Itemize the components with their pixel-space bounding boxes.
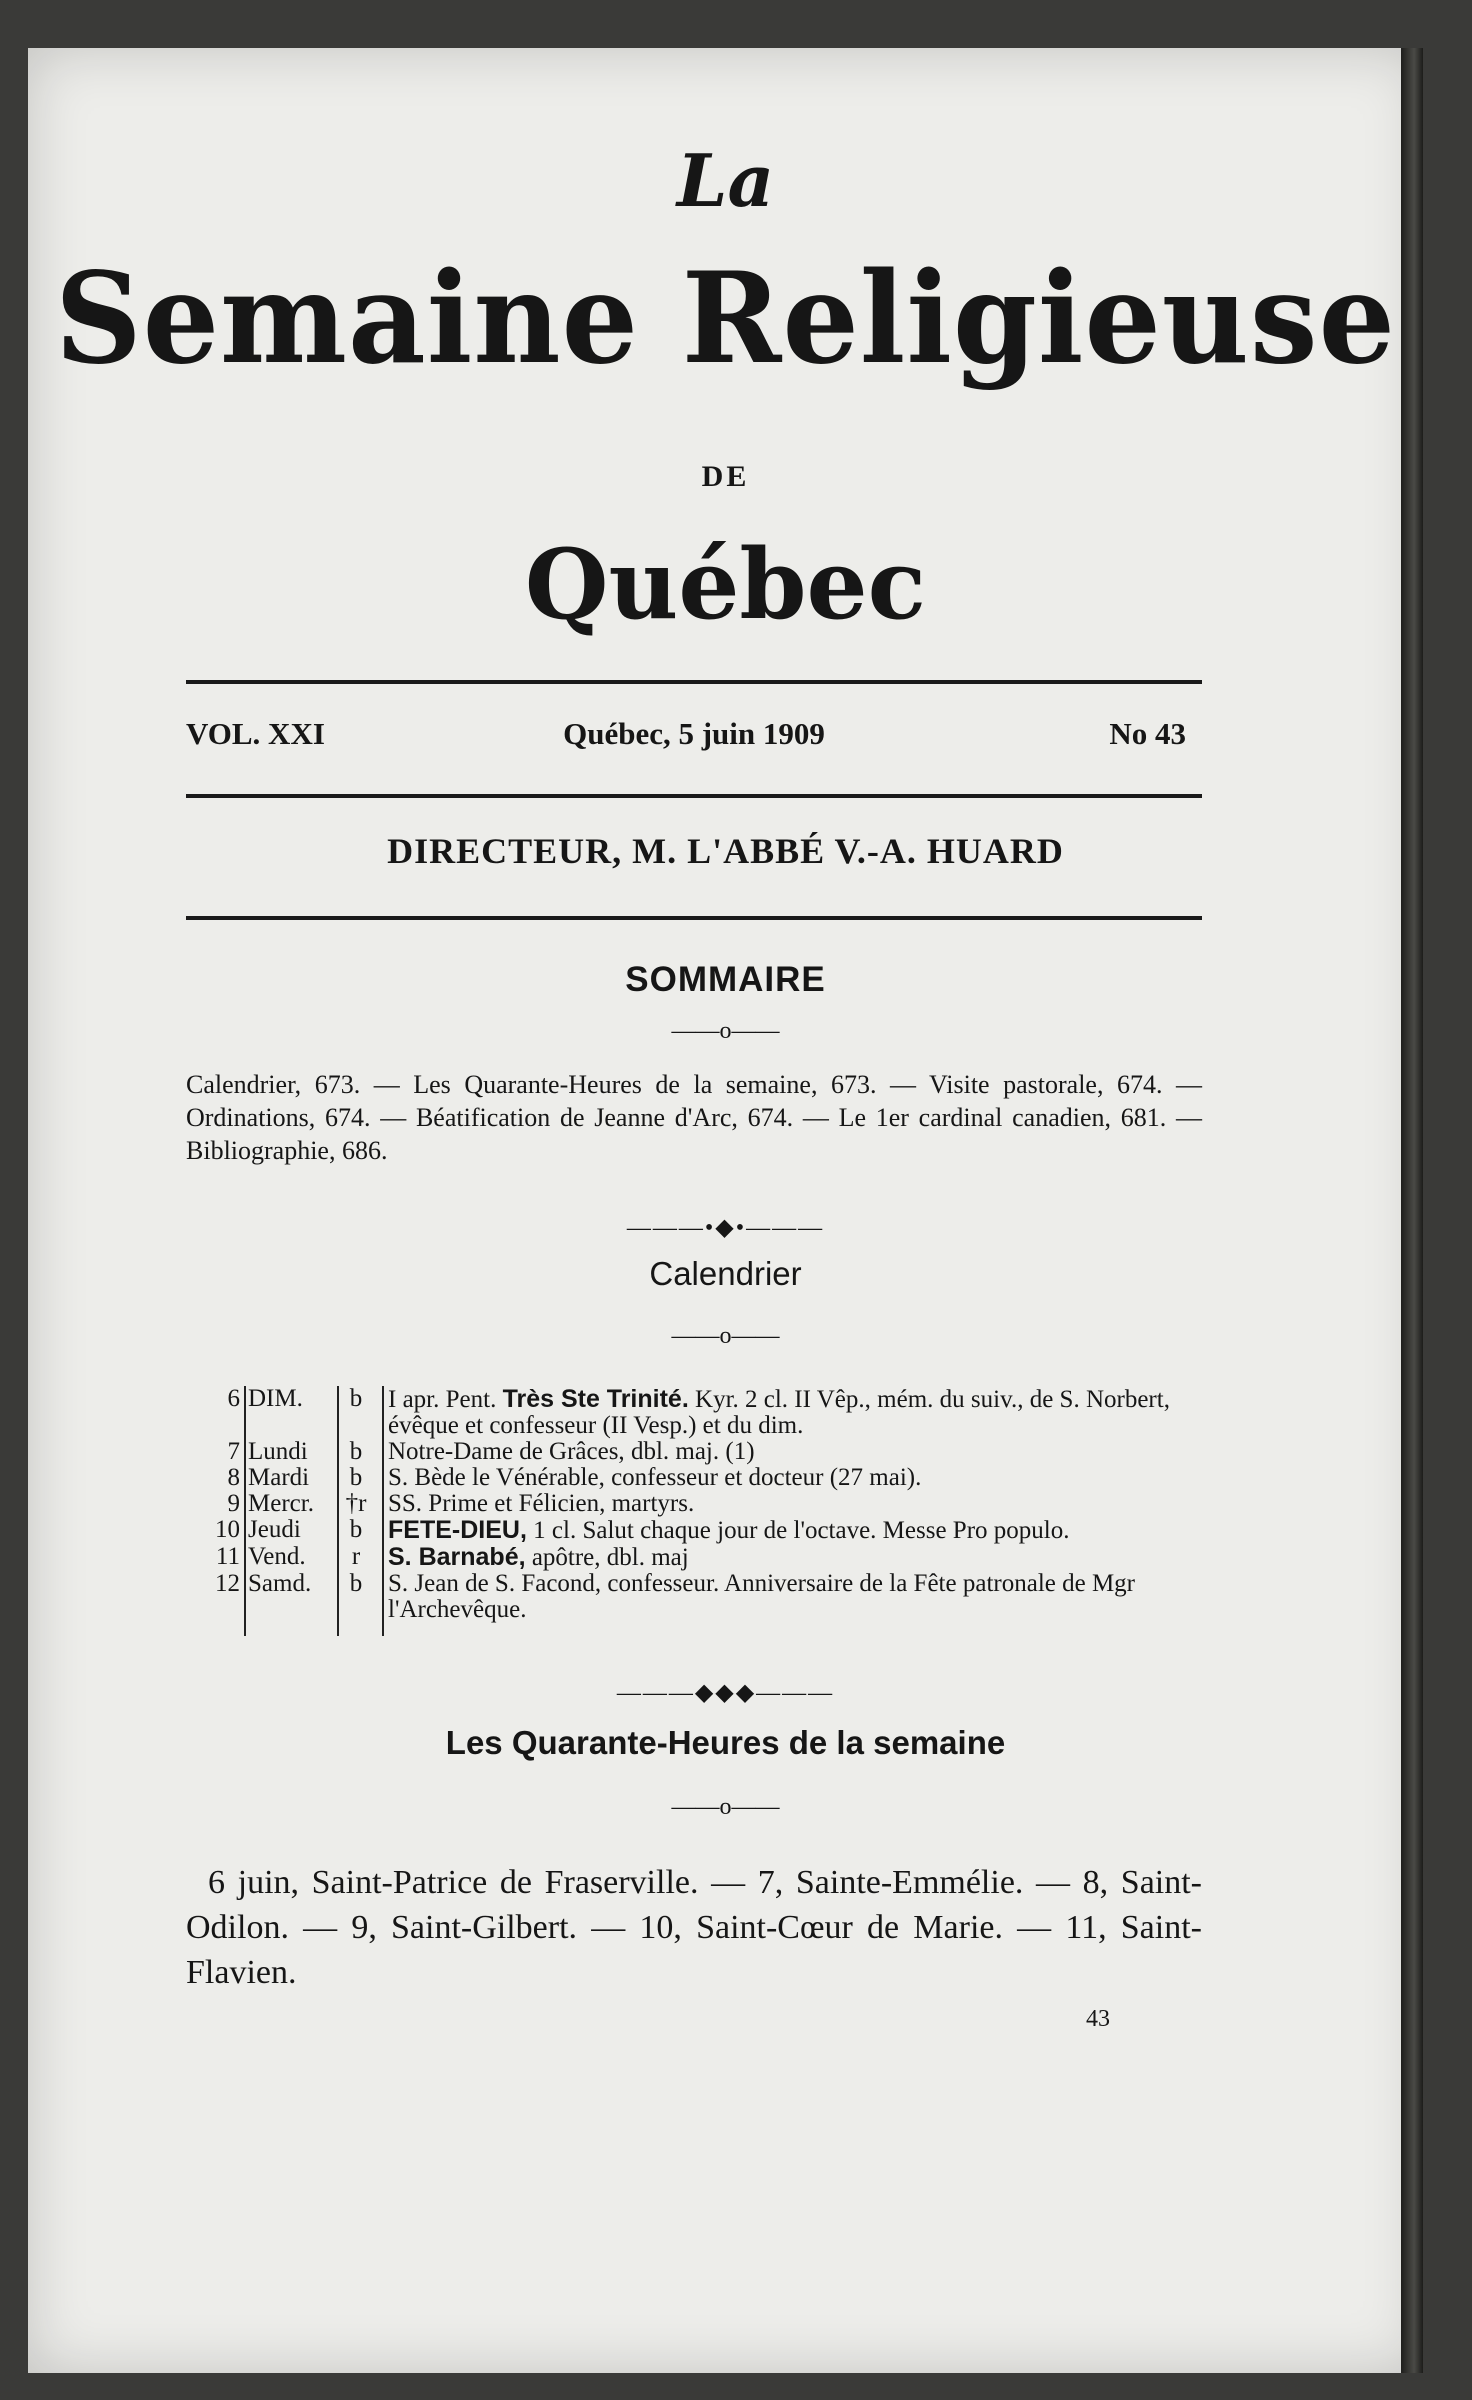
calendar-date: 12 <box>215 1570 240 1597</box>
calendar-text: 1 cl. Salut chaque jour de l'octave. Messe Pro populo. <box>526 1517 1070 1544</box>
calendar-description <box>384 1571 1206 1623</box>
calendar-date: 11 <box>215 1543 240 1570</box>
quarante-separator: ——o—— <box>671 1794 780 1820</box>
calendar-table <box>206 1386 1206 1623</box>
calendar-weekday: DIM. <box>248 1385 303 1412</box>
calendar-date: 6 <box>227 1385 240 1412</box>
document-page <box>28 48 1423 2373</box>
calendar-text: SS. Prime et Félicien, martyrs. <box>388 1490 695 1517</box>
calendar-code: †r <box>345 1490 367 1517</box>
ornament: ———◆◆◆——— <box>616 1680 835 1706</box>
calendar-description <box>384 1517 1206 1544</box>
calendar-weekday: Jeudi <box>248 1516 301 1543</box>
calendar-date: 7 <box>227 1438 240 1465</box>
page-number: 43 <box>1086 2006 1110 2032</box>
calendar-row <box>206 1439 1206 1465</box>
divider <box>186 680 1202 684</box>
masthead-article: La <box>676 138 775 223</box>
calendar-date: 8 <box>227 1464 240 1491</box>
calendar-description <box>384 1439 1206 1465</box>
masthead-city: Québec <box>524 528 927 641</box>
calendar-description <box>384 1386 1206 1439</box>
volume-label: VOL. XXI <box>186 716 325 751</box>
calendar-weekday: Mercr. <box>248 1490 314 1517</box>
calendar-feast: FETE-DIEU, <box>388 1516 527 1544</box>
masthead-de: DE <box>701 460 750 493</box>
calendar-code: b <box>349 1438 363 1465</box>
quarante-heading: Les Quarante-Heures de la semaine <box>445 1724 1006 1761</box>
calendar-row <box>206 1517 1206 1544</box>
ornament: ———•◆•——— <box>626 1215 825 1241</box>
calendar-row <box>206 1465 1206 1491</box>
calendar-row <box>206 1491 1206 1517</box>
calendar-row <box>206 1386 1206 1439</box>
calendar-weekday: Vend. <box>248 1543 306 1570</box>
issue-number: No 43 <box>1109 716 1186 751</box>
calendar-code: b <box>349 1570 363 1597</box>
calendar-text: S. Jean de S. Facond, confesseur. Anniversaire de la Fête patronale de Mgr l'Archevêque. <box>388 1570 1136 1623</box>
calendar-weekday: Lundi <box>248 1438 308 1465</box>
divider <box>186 916 1202 920</box>
quarante-text: 6 juin, Saint-Patrice de Fraserville. — 7, Sainte-Emmélie. — 8, Saint-Odilon. — 9, Saint-Gilbert. — 10, Saint-Cœur de Marie. — 11, Saint-Flavien. <box>186 1864 1202 1991</box>
calendar-text: Kyr. 2 cl. II Vêp., mém. du suiv., de S. Norbert, évêque et confesseur (II Vesp.) et du dim. <box>388 1386 1170 1439</box>
calendar-text: apôtre, dbl. maj <box>525 1544 689 1571</box>
calendar-code: b <box>349 1464 363 1491</box>
sommaire-text: Calendrier, 673. — Les Quarante-Heures de la semaine, 673. — Visite pastorale, 674. — Ordinations, 674. — Béatification de Jeanne d'Arc, 674. — Le 1er cardinal canadien, 681. — Bibliographie, 686. <box>186 1070 1202 1165</box>
calendar-feast: Très Ste Trinité. <box>502 1385 689 1413</box>
sommaire-heading: SOMMAIRE <box>625 960 826 999</box>
calendar-text: dbl. maj. (1) <box>630 1438 755 1465</box>
calendar-weekday: Samd. <box>248 1570 312 1597</box>
calendar-description <box>384 1544 1206 1571</box>
masthead-title: Semaine Religieuse <box>55 244 1396 393</box>
calendar-code: b <box>349 1516 363 1543</box>
calendar-text: S. Bède le Vénérable, confesseur et docteur (27 mai). <box>388 1464 922 1491</box>
calendar-date: 10 <box>215 1516 240 1543</box>
calendar-row <box>206 1571 1206 1623</box>
calendar-description <box>384 1491 1206 1517</box>
calendar-date: 9 <box>227 1490 240 1517</box>
place-date: Québec, 5 juin 1909 <box>563 716 825 751</box>
calendar-weekday: Mardi <box>248 1464 310 1491</box>
director-line: DIRECTEUR, M. L'ABBÉ V.-A. HUARD <box>387 831 1064 871</box>
calendar-text: I apr. Pent. <box>388 1386 503 1413</box>
calendar-row <box>206 1544 1206 1571</box>
book-spine <box>1401 48 1423 2373</box>
calendar-feast: S. Barnabé, <box>388 1543 526 1571</box>
calendrier-heading: Calendrier <box>649 1255 802 1292</box>
calendar-code: r <box>351 1543 361 1570</box>
calendrier-separator: ——o—— <box>671 1323 780 1349</box>
sommaire-separator: ——o—— <box>671 1018 780 1044</box>
calendar-description <box>384 1465 1206 1491</box>
divider <box>186 794 1202 798</box>
calendar-text: Notre-Dame de Grâces, <box>388 1438 631 1465</box>
calendar-code: b <box>349 1385 363 1412</box>
